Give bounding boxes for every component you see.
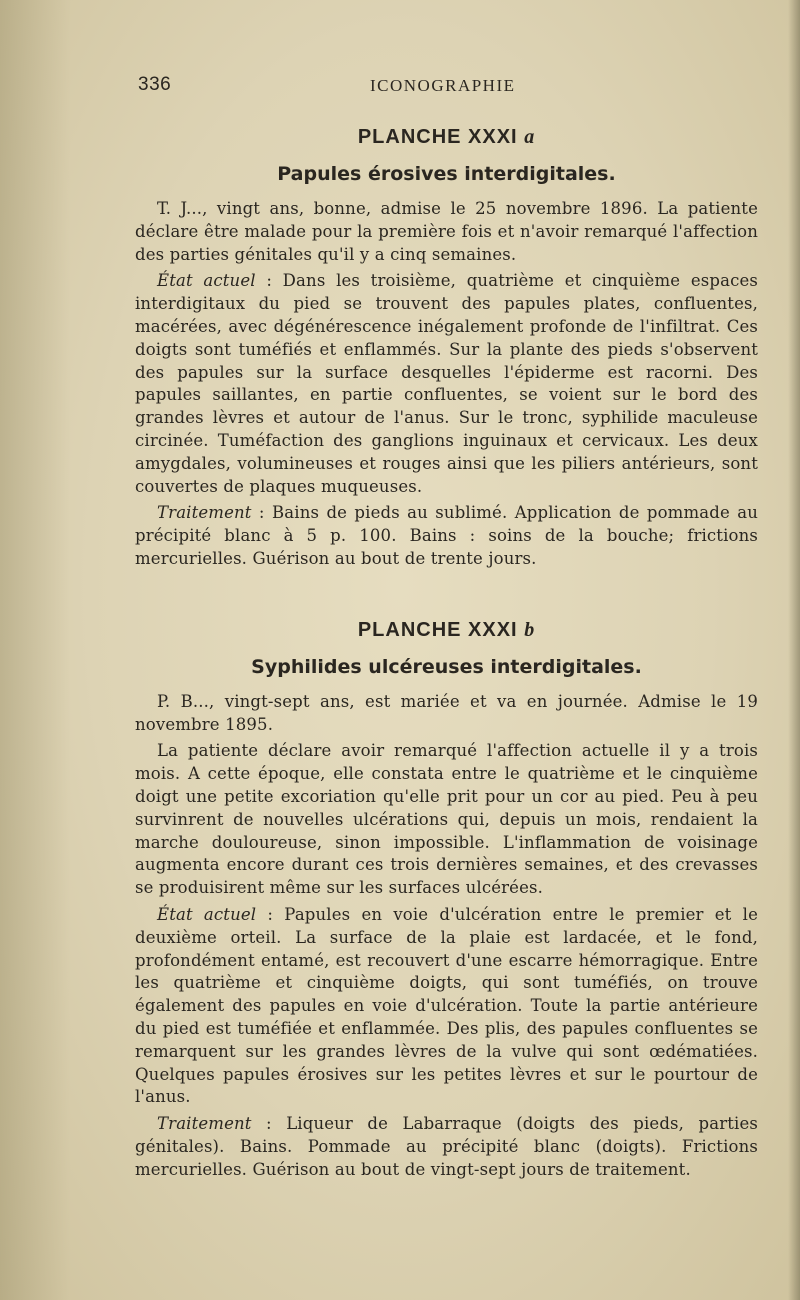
plate-b-treatment-label: Traitement [157, 1114, 252, 1134]
section-plate-a [135, 122, 758, 571]
page-shadow-left [0, 0, 70, 1300]
page-number: 336 [138, 74, 172, 95]
plate-b-state-text: : Papules en voie d'ulcération entre le premier et le deuxième orteil. La surface de la plaie est lardacée, et le fond, profondément entamé, est recouvert d'une escarre hémorragique. Entre les quatrième et cinquième doigts, qui sont tuméfiés, on trouve également des papules en voie d'ulcération. Toute la partie antérieure du pied est tuméfiée et enflammée. Des plis, des papules confluentes se remarquent sur les grandes lèvres de la vulve qui sont œdématiées. Quelques papules érosives sur les petites lèvres et sur le pourtour de l'anus. [135, 904, 758, 1107]
header-title: ICONOGRAPHIE [370, 76, 516, 95]
plate-b-paragraph-2: La patiente déclare avoir remarqué l'affection actuelle il y a trois mois. A cette époque, elle constata entre le quatrième et le cinquième doigt une petite excoriation qu'elle prit pour un cor au pied. Peu à peu survinrent de nouvelles ulcérations qui, depuis un mois, rendaient la marche douloureuse, sinon impossible. L'inflammation de voisinage augmenta encore durant ces trois dernières semaines, et des crevasses se produisirent même sur les surfaces ulcérées. [135, 741, 758, 898]
plate-b-letter: b [524, 618, 536, 641]
plate-b-state-label: État actuel [157, 904, 257, 924]
running-head [138, 74, 760, 104]
page-shadow-right [788, 0, 800, 1300]
page-content [135, 122, 758, 1181]
plate-a-heading: Papules érosives interdigitales. [277, 163, 616, 185]
plate-b-paragraph-1: P. B..., vingt-sept ans, est mariée et va en journée. Admise le 19 novembre 1895. [135, 691, 758, 734]
plate-b-label: PLANCHE XXXI [357, 618, 518, 641]
plate-a-treatment-text: : Bains de pieds au sublimé. Application de pommade au précipité blanc à 5 p. 100. Bains : soins de la bouche; frictions mercurielles. Guérison au bout de trente jours. [135, 503, 758, 568]
plate-a-paragraph-1: T. J..., vingt ans, bonne, admise le 25 novembre 1896. La patiente déclare être malade pour la première fois et n'avoir remarqué l'affection des parties génitales qu'il y a cinq semaines. [135, 199, 758, 264]
plate-b-heading: Syphilides ulcéreuses interdigitales. [251, 655, 642, 678]
plate-a-paragraph-3 [135, 502, 758, 570]
plate-b-paragraph-4 [135, 1113, 758, 1181]
plate-a-label: PLANCHE XXXI [357, 126, 518, 148]
plate-a-state-text: : Dans les troisième, quatrième et cinquième espaces interdigitaux du pied se trouvent des papules plates, confluentes, macérées, avec dégénérescence inégalement profonde de l'infiltrat. Ces doigts sont tuméfiés et enflammés. Sur la plante des pieds s'observent des papules sur la surface desquelles l'épiderme est racorni. Des papules saillantes, en partie confluentes, se voient sur le bord des grandes lèvres et autour de l'anus. Sur le tronc, syphilide maculeuse circinée. Tuméfaction des ganglions inguinaux et cervicaux. Les deux amygdales, volumineuses et rouges ainsi que les piliers antérieurs, sont couvertes de plaques muqueuses. [135, 271, 758, 496]
plate-a-state-label: État actuel [157, 271, 256, 291]
section-plate-b [135, 615, 758, 1182]
plate-a-title [135, 122, 758, 152]
plate-b-paragraph-3 [135, 904, 758, 1109]
plate-a-treatment-label: Traitement [157, 503, 252, 523]
plate-a-letter: a [524, 126, 536, 148]
plate-b-title [135, 615, 758, 645]
plate-a-paragraph-2 [135, 270, 758, 498]
plate-b-treatment-text: : Liqueur de Labarraque (doigts des pieds, parties génitales). Bains. Pommade au précipité blanc (doigts). Frictions mercurielles. Guérison au bout de vingt-sept jours de traitement. [135, 1114, 758, 1179]
